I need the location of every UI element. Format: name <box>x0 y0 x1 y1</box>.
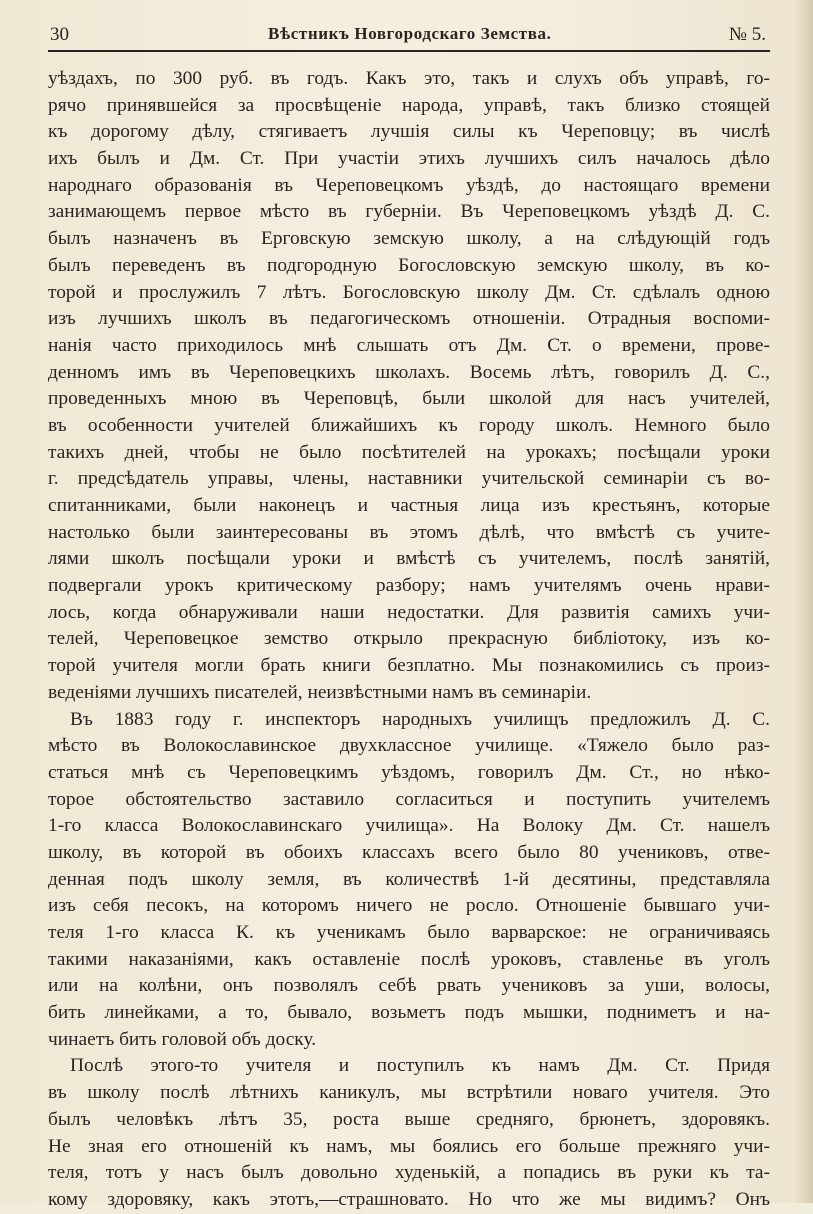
page-edge-shadow <box>795 0 813 1203</box>
text-line: лями школъ посѣщали уроки и вмѣстѣ съ учителемъ, послѣ занятій, <box>48 548 770 570</box>
text-line: къ дорогому дѣлу, стягиваетъ лучшія силы къ Череповцу; въ числѣ <box>48 121 770 143</box>
text-line: торой учителя могли брать книги безплатно. Мы познакомились съ произ- <box>48 655 770 677</box>
text-line: лось, когда обнаруживали наши недостатки. Для развитія самихъ учи- <box>48 601 770 623</box>
text-line: теля 1-го класса К. къ ученикамъ было варварское: не ограничиваясь <box>48 922 770 943</box>
text-line: спитанниками, были наконецъ и частныя лица изъ крестьянъ, которые <box>48 495 770 516</box>
text-line: торое обстоятельство заставило согласиться и поступить учителемъ <box>48 788 770 810</box>
text-line: занимающемъ первое мѣсто въ губерніи. Въ Череповецкомъ уѣздѣ Д. С. <box>48 201 770 223</box>
paragraph <box>48 66 770 707</box>
text-line: 1-го класса Волокославинскаго училища». На Волоку Дм. Ст. нашелъ <box>48 815 770 837</box>
paragraph <box>48 1053 770 1213</box>
page-header <box>50 22 768 50</box>
running-title: Вѣстникъ Новгородскаго Земства. <box>268 24 552 43</box>
text-line: школу, въ которой въ обоихъ классахъ всего было 80 учениковъ, отве- <box>48 841 770 863</box>
text-line: ихъ былъ и Дм. Ст. При участіи этихъ лучшихъ силъ началось дѣло <box>48 148 770 170</box>
body-text <box>48 66 770 1214</box>
text-line: Послѣ этого-то учителя и поступилъ къ намъ Дм. Ст. Придя <box>70 1055 770 1077</box>
text-line: теля, тотъ у насъ былъ довольно худенькій, а попадись въ руки къ та- <box>48 1162 770 1184</box>
text-line: изъ лучшихъ школъ въ педагогическомъ отношеніи. Отрадныя воспоми- <box>48 308 770 330</box>
text-line: былъ назначенъ въ Ерговскую земскую школу, а на слѣдующій годъ <box>48 228 770 250</box>
text-line: веденіями лучшихъ писателей, неизвѣстными намъ въ семинаріи. <box>48 681 592 703</box>
issue-number: № 5. <box>728 24 766 45</box>
text-line: настолько были заинтересованы въ этомъ дѣлѣ, что вмѣстѣ съ учите- <box>48 521 770 543</box>
text-line: подвергали урокъ критическому разбору; намъ учителямъ очень нрави- <box>48 575 770 597</box>
text-line: торой и прослужилъ 7 лѣтъ. Богословскую школу Дм. Ст. сдѣлалъ одною <box>48 281 770 303</box>
text-line: въ особенности учителей ближайшихъ къ городу школъ. Немного было <box>48 414 770 436</box>
text-line: Не зная его отношеній къ намъ, мы боялись его больше прежняго учи- <box>48 1135 770 1157</box>
text-line: проведенныхъ мною въ Череповцѣ, были школой для насъ учителей, <box>48 388 770 410</box>
text-line: былъ человѣкъ лѣтъ 35, роста выше средняго, брюнетъ, здоровякъ. <box>48 1108 770 1130</box>
text-line: бить линейками, а то, бывало, возьметъ подъ мышки, подниметъ и на- <box>48 1002 770 1024</box>
text-line: Въ 1883 году г. инспекторъ народныхъ училищъ предложилъ Д. С. <box>70 708 770 730</box>
text-line: денномъ имъ въ Череповецкихъ школахъ. Восемь лѣтъ, говорилъ Д. С., <box>48 361 770 383</box>
text-line: г. предсѣдатель управы, члены, наставники учительской семинаріи съ во- <box>48 468 770 490</box>
text-line: рячо принявшейся за просвѣщеніе народа, управѣ, такъ близко стоящей <box>48 94 770 116</box>
text-line: такими наказаніями, какъ оставленіе послѣ уроковъ, ставленье въ уголъ <box>48 948 770 970</box>
text-line: телей, Череповецкое земство открыло прекрасную библіотоку, изъ ко- <box>48 628 770 650</box>
text-line: въ школу послѣ лѣтнихъ каникулъ, мы встрѣтили новаго учителя. Это <box>48 1082 770 1104</box>
text-line: уѣздахъ, по 300 руб. въ годъ. Какъ это, такъ и слухъ объ управѣ, го- <box>48 68 770 89</box>
text-line: былъ переведенъ въ подгородную Богословскую земскую школу, въ ко- <box>48 254 770 276</box>
text-line: денная подъ школу земля, въ количествѣ 1-й десятины, представляла <box>48 868 770 890</box>
text-line: кому здоровяку, какъ этотъ,—страшновато. Но что же мы видимъ? Онъ <box>48 1188 770 1210</box>
page-number: 30 <box>50 24 69 45</box>
text-line: мѣсто въ Волокославинское двухклассное училище. «Тяжело было раз- <box>48 735 770 757</box>
paragraph <box>48 707 770 1054</box>
text-line: чинаетъ бить головой объ доску. <box>48 1028 317 1050</box>
header-rule <box>48 50 770 52</box>
text-line: народнаго образованія въ Череповецкомъ уѣздѣ, до настоящаго времени <box>48 174 770 196</box>
text-line: или на колѣни, онъ позволялъ себѣ рвать учениковъ за уши, волосы, <box>48 975 770 997</box>
text-line: статься мнѣ съ Череповецкимъ уѣздомъ, говорилъ Дм. Ст., но нѣко- <box>48 761 770 783</box>
text-line: нанія часто приходилось мнѣ слышать отъ Дм. Ст. о времени, прове- <box>48 334 770 356</box>
text-line: такихъ дней, чтобы не было посѣтителей на урокахъ; посѣщали уроки <box>48 441 770 463</box>
text-line: изъ себя песокъ, на которомъ ничего не росло. Отношеніе бывшаго учи- <box>48 895 770 917</box>
